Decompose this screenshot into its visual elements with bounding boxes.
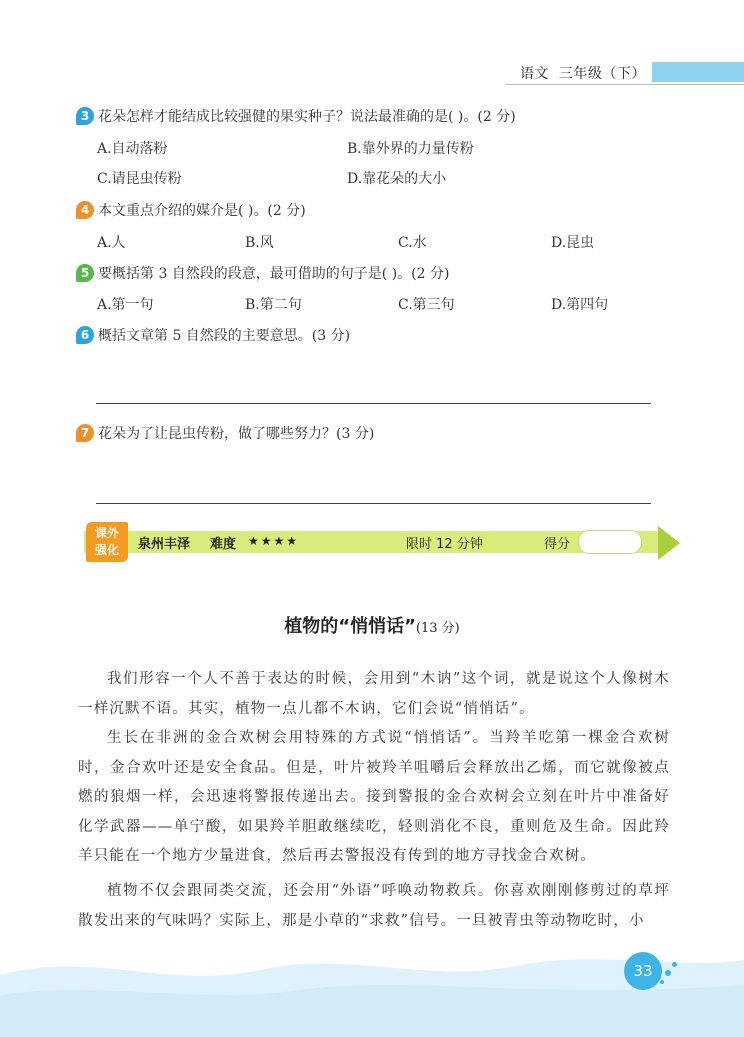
option-d[interactable]: D.第四句 [551, 297, 609, 313]
extracurricular-banner [68, 522, 680, 566]
decorative-dot [665, 970, 671, 976]
option-b[interactable]: B.第二句 [245, 297, 302, 313]
question-4 [76, 200, 306, 220]
option-a[interactable]: A.第一句 [97, 297, 154, 313]
banner-tag [86, 522, 128, 562]
header-subject-grade [520, 63, 646, 83]
article-title [0, 612, 744, 638]
decorative-dot [672, 962, 677, 967]
difficulty-stars-icon: ★★★★ [248, 534, 300, 548]
option-c[interactable]: C.请昆虫传粉 [97, 171, 182, 187]
article-title-text: 植物的“悄悄话” [284, 616, 416, 637]
banner-time-limit: 限时 12 分钟 [406, 537, 483, 552]
option-d[interactable]: D.昆虫 [551, 235, 595, 251]
article-paragraph-2: 生长在非洲的金合欢树会用特殊的方式说“悄悄话”。当羚羊吃第一棵金合欢树时，金合欢叶还是安全食品。但是，叶片被羚羊咀嚼后会释放出乙烯，而它就像被点燃的狼烟一样，会迅速将警报传递出去。接到警报的金合欢树会立刻在叶片中准备好化学武器——单宁酸，如果羚羊胆敢继续吃，轻则消化不良，重则危及生命。因此羚羊只能在一个地方少量进食，然后再去警报没有传到的地方寻找金合欢树。 [78, 730, 670, 864]
question-6 [76, 325, 350, 345]
question-7 [76, 423, 374, 443]
question-5 [76, 263, 449, 283]
question-3 [76, 106, 516, 126]
article-paragraph-3: 植物不仅会跟同类交流，还会用“外语”呼唤动物救兵。你喜欢刚刚修剪过的草坪散发出来的气味吗？实际上，那是小草的“求救”信号。一旦被青虫等动物吃时，小 [78, 883, 670, 929]
answer-line-q7[interactable] [96, 503, 651, 504]
question-text: 概括文章第 5 自然段的主要意思。(3 分) [98, 328, 351, 344]
question-text: 花朵怎样才能结成比较强健的果实种子？说法最准确的是( )。(2 分) [98, 109, 516, 125]
question-text: 本文重点介绍的媒介是( )。(2 分) [98, 203, 306, 219]
question-number-badge: 3 [76, 107, 94, 125]
banner-tag-line2: 强化 [94, 543, 119, 557]
banner-arrow-icon [658, 526, 680, 560]
header-divider [505, 84, 744, 85]
option-b[interactable]: B.风 [245, 235, 274, 251]
option-d[interactable]: D.靠花朵的大小 [347, 171, 447, 187]
score-input[interactable] [578, 530, 642, 554]
header-subject: 语文 [520, 66, 549, 82]
question-number-badge: 5 [76, 264, 94, 282]
decorative-dot [660, 980, 664, 984]
question-number-badge: 4 [76, 201, 94, 219]
page-number: 33 [624, 952, 662, 990]
header-grade: 三年级（下） [558, 66, 646, 82]
banner-tag-line1: 课外 [94, 526, 119, 540]
question-text: 花朵为了让昆虫传粉，做了哪些努力？(3 分) [98, 426, 375, 442]
banner-difficulty-label: 难度 [210, 537, 237, 552]
article-paragraph-1: 我们形容一个人不善于表达的时候，会用到“木讷”这个词，就是说这个人像树木一样沉默不语。其实，植物一点儿都不木讷，它们会说“悄悄话”。 [78, 671, 670, 717]
banner-source: 泉州丰泽 [138, 537, 191, 552]
question-number-badge: 6 [76, 326, 94, 344]
header-accent-bar [652, 62, 744, 82]
option-c[interactable]: C.水 [398, 235, 427, 251]
option-a[interactable]: A.自动落粉 [97, 141, 168, 157]
banner-score-label: 得分 [544, 537, 571, 552]
option-a[interactable]: A.人 [97, 235, 126, 251]
option-b[interactable]: B.靠外界的力量传粉 [347, 141, 474, 157]
option-c[interactable]: C.第三句 [398, 297, 455, 313]
answer-line-q6[interactable] [96, 403, 651, 404]
question-text: 要概括第 3 自然段的段意，最可借助的句子是( )。(2 分) [98, 266, 450, 282]
question-number-badge: 7 [76, 424, 94, 442]
article-points: (13 分) [415, 621, 460, 636]
